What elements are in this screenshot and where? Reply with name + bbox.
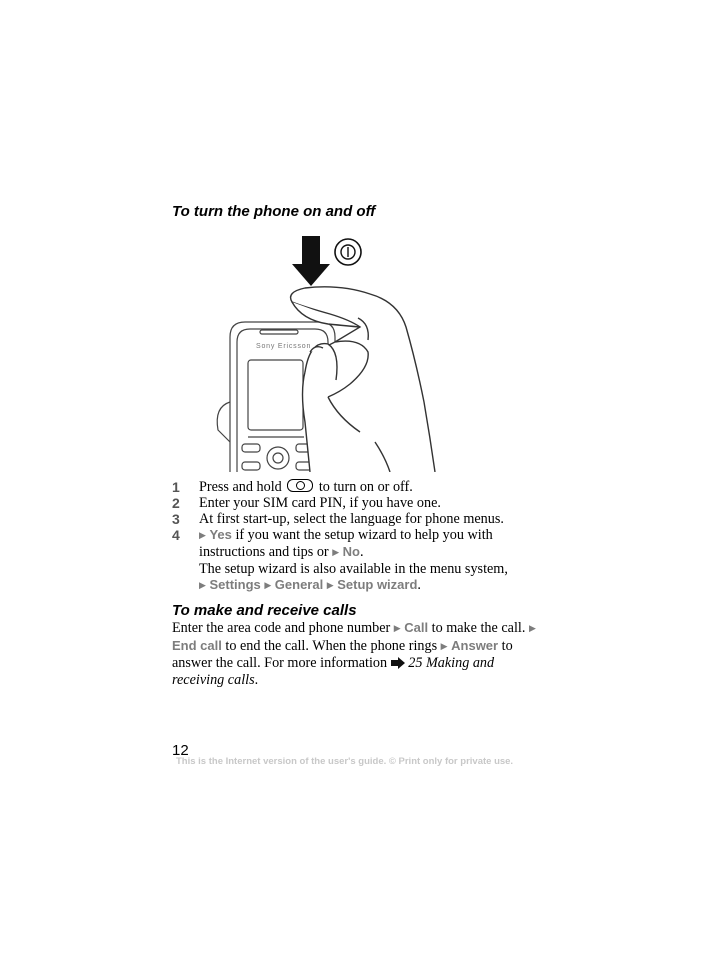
punctuation: . [417, 577, 421, 593]
step-2 [172, 495, 542, 511]
power-key-icon [287, 479, 313, 492]
step-4 [172, 527, 542, 594]
section-heading-calls: To make and receive calls [172, 602, 357, 619]
menu-call: Call [404, 620, 429, 635]
menu-setup-wizard: Setup wizard [337, 577, 418, 592]
step-1 [172, 479, 542, 495]
reference-arrow-icon [391, 657, 405, 669]
calls-paragraph [172, 620, 542, 688]
section-heading-power: To turn the phone on and off [172, 203, 376, 220]
menu-arrow-icon: ▶ [264, 580, 272, 590]
menu-arrow-icon: ▶ [326, 580, 334, 590]
power-on-illustration [210, 232, 445, 472]
cross-reference-link[interactable]: 25 Making and receiving calls [172, 655, 495, 688]
phone-brand-label: Sony Ericsson [256, 343, 312, 350]
step-number: 3 [172, 511, 180, 527]
step-text: Enter your SIM card PIN, if you have one. [199, 495, 441, 511]
menu-arrow-icon: ▶ [528, 623, 536, 633]
hand-drawing [291, 287, 435, 472]
punctuation: . [254, 671, 259, 688]
body-text: Enter the area code and phone number [172, 620, 391, 636]
menu-no: No [342, 544, 361, 559]
down-arrow-icon [292, 236, 330, 286]
step-text: At first start-up, select the language for phone menus. [199, 511, 504, 527]
step-number: 1 [172, 479, 180, 495]
step-text: Press and hold [199, 479, 282, 495]
menu-yes: Yes [209, 527, 232, 542]
body-text: to end the call. When the phone rings [225, 637, 438, 654]
power-key-icon [335, 239, 361, 265]
step-text: if you want the setup wizard to help you with instructions and tips or [199, 527, 493, 560]
step-3 [172, 511, 542, 527]
power-steps-list [172, 479, 542, 594]
menu-arrow-icon: ▶ [199, 530, 206, 540]
menu-arrow-icon: ▶ [393, 623, 401, 633]
footer-note: This is the Internet version of the user's guide. © Print only for private use. [176, 756, 514, 767]
step-text: to turn on or off. [318, 479, 413, 495]
menu-arrow-icon: ▶ [440, 640, 448, 651]
menu-answer: Answer [451, 637, 499, 653]
step-text: The setup wizard is also available in the menu system, [199, 561, 508, 577]
menu-settings: Settings [209, 577, 261, 592]
body-text: to make the call. [431, 620, 526, 636]
menu-arrow-icon: ▶ [332, 547, 340, 557]
step-number: 2 [172, 495, 180, 511]
body-text: to answer the call. For more information [172, 637, 513, 671]
step-number: 4 [172, 527, 180, 543]
menu-end-call: End call [172, 637, 222, 653]
page-number: 12 [172, 742, 189, 759]
menu-general: General [274, 577, 324, 592]
menu-arrow-icon: ▶ [199, 580, 206, 590]
punctuation: . [360, 544, 364, 560]
